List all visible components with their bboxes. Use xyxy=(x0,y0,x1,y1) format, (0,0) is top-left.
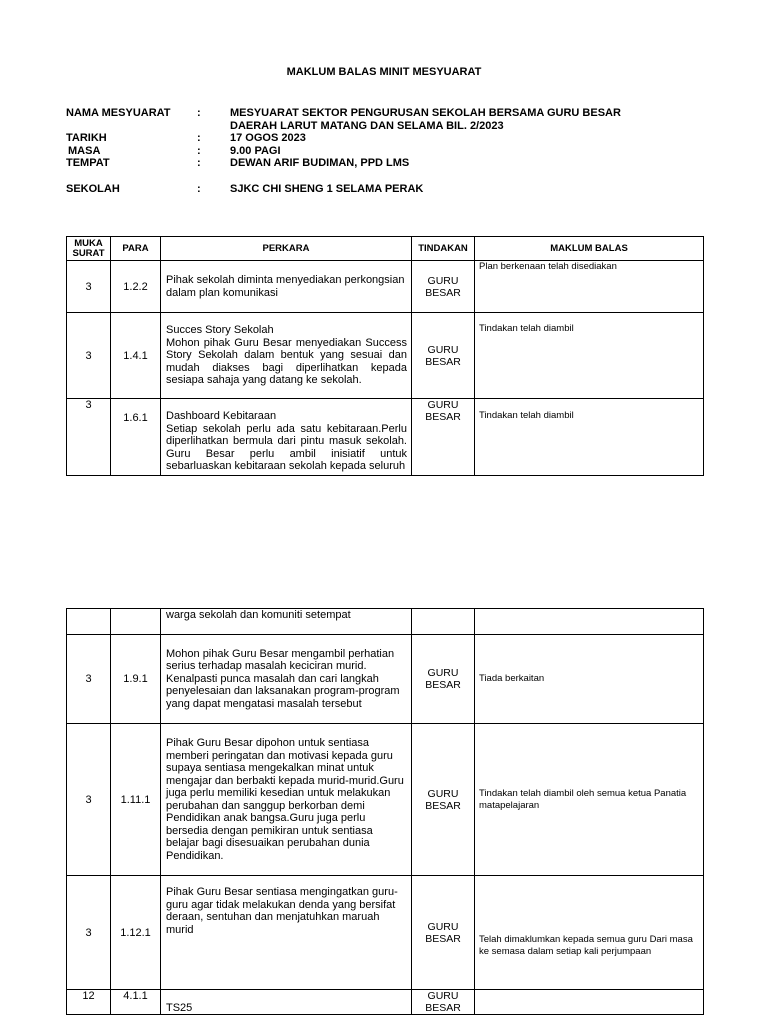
muka-surat-cell: 3 xyxy=(67,399,111,476)
tindakan-besar: BESAR xyxy=(425,355,461,368)
tindakan-besar: BESAR xyxy=(425,799,461,812)
table-row xyxy=(67,399,704,476)
para-cell: 1.12.1 xyxy=(111,876,161,990)
table-row xyxy=(67,635,704,724)
tindakan-guru: GURU xyxy=(427,399,459,411)
muka-surat-cell: 3 xyxy=(67,261,111,313)
perkara-title: Succes Story Sekolah xyxy=(166,324,274,337)
tindakan-besar: BESAR xyxy=(425,1002,461,1014)
para-cell: 4.1.1 xyxy=(111,990,161,1015)
tindakan-besar: BESAR xyxy=(425,932,461,945)
maklum-balas-cell xyxy=(475,990,704,1015)
muka-surat-cell: 3 xyxy=(67,876,111,990)
perkara-cell xyxy=(161,876,412,990)
tindakan-guru: GURU xyxy=(427,667,459,679)
maklum-balas-cell: Tindakan telah diambil xyxy=(475,399,704,476)
colon: : xyxy=(197,132,201,144)
perkara-cell xyxy=(161,313,412,399)
sekolah-value: SJKC CHI SHENG 1 SELAMA PERAK xyxy=(230,183,424,195)
tindakan-cell xyxy=(412,724,475,876)
header-perkara: PERKARA xyxy=(161,237,412,261)
tindakan-cell xyxy=(412,876,475,990)
tindakan-cell xyxy=(412,313,475,399)
table-row xyxy=(67,990,704,1015)
tindakan-besar: BESAR xyxy=(425,679,461,691)
tindakan-cell xyxy=(412,609,475,635)
table-row xyxy=(67,876,704,990)
para-cell: 1.4.1 xyxy=(111,313,161,399)
nama-mesyuarat-value-line2: DAERAH LARUT MATANG DAN SELAMA BIL. 2/2023 xyxy=(230,119,504,132)
nama-mesyuarat-label: NAMA MESYUARAT xyxy=(66,107,171,119)
para-cell: 1.9.1 xyxy=(111,635,161,724)
masa-value: 9.00 PAGI xyxy=(230,144,281,157)
tindakan-guru: GURU xyxy=(427,787,459,800)
tindakan-besar: BESAR xyxy=(425,286,461,299)
perkara-cell xyxy=(161,261,412,313)
tindakan-cell xyxy=(412,990,475,1015)
table-row xyxy=(67,724,704,876)
tindakan-besar: BESAR xyxy=(425,411,461,423)
para-cell: 1.6.1 xyxy=(111,399,161,476)
tindakan-cell xyxy=(412,635,475,724)
table-row xyxy=(67,313,704,399)
tindakan-guru: GURU xyxy=(427,343,459,356)
perkara-text: Pihak sekolah diminta menyediakan perkongsian dalam plan komunikasi xyxy=(166,274,405,299)
perkara-text: Mohon pihak Guru Besar mengambil perhatian serius terhadap masalah keciciran murid. Kenalpasti punca masalah dan cari langkah penyelesaian dan laksanakan program-program yang dapat mengatasi masalah tersebut xyxy=(166,647,400,710)
header-surat: SURAT xyxy=(72,247,105,259)
masa-label: MASA xyxy=(68,144,101,157)
header-maklum-balas: MAKLUM BALAS xyxy=(475,237,704,261)
tempat-value: DEWAN ARIF BUDIMAN, PPD LMS xyxy=(230,157,410,169)
minutes-table-page1 xyxy=(66,236,704,476)
maklum-balas-cell: Tiada berkaitan xyxy=(475,635,704,724)
tindakan-cell xyxy=(412,399,475,476)
sekolah-label: SEKOLAH xyxy=(66,183,120,195)
para-cell: 1.2.2 xyxy=(111,261,161,313)
perkara-title: Dashboard Kebitaraan xyxy=(166,410,277,422)
colon: : xyxy=(197,144,201,157)
perkara-cell xyxy=(161,990,412,1015)
perkara-cell xyxy=(161,635,412,724)
muka-surat-cell: 3 xyxy=(67,635,111,724)
muka-surat-cell: 3 xyxy=(67,724,111,876)
colon: : xyxy=(197,107,201,119)
tarikh-value: 17 OGOS 2023 xyxy=(230,132,306,144)
document-title: MAKLUM BALAS MINIT MESYUARAT xyxy=(286,66,482,78)
tindakan-guru: GURU xyxy=(427,990,459,1002)
perkara-cell xyxy=(161,724,412,876)
perkara-cell xyxy=(161,399,412,476)
maklum-balas-cell xyxy=(475,609,704,635)
muka-surat-cell xyxy=(67,609,111,635)
maklum-balas-cell: Telah dimaklumkan kepada semua guru Dari masa ke semasa dalam setiap kali perjumpaan xyxy=(475,876,704,990)
maklum-balas-cell: Tindakan telah diambil xyxy=(475,313,704,399)
para-cell: 1.11.1 xyxy=(111,724,161,876)
maklum-balas-cell: Tindakan telah diambil oleh semua ketua Panatia matapelajaran xyxy=(475,724,704,876)
tempat-label: TEMPAT xyxy=(66,157,110,169)
tarikh-label: TARIKH xyxy=(66,132,107,144)
colon: : xyxy=(197,183,201,195)
perkara-text: Mohon pihak Guru Besar menyediakan Success Story Sekolah dalam bentuk yang sesuai dan mudah diakses bagi diperlihatkan kepada sesiapa sahaja yang datang ke sekolah. xyxy=(166,336,407,387)
table-row xyxy=(67,261,704,313)
tindakan-guru: GURU xyxy=(427,920,459,933)
perkara-text: Pihak Guru Besar dipohon untuk sentiasa memberi peringatan dan motivasi kepada guru supaya sentiasa mengekalkan minat untuk mengajar dan berbakti kepada murid-murid.Guru juga perlu memiliki kesedian untuk melakukan perubahan dan sanggup berkorban demi Pendidikan anak bangsa.Guru juga perlu bersedia dengan pemikiran untuk sentiasa belajar bagi disesuaikan perubahan dunia Pendidikan. xyxy=(166,737,404,862)
perkara-text: warga sekolah dan komuniti setempat xyxy=(166,609,351,621)
perkara-cell xyxy=(161,609,412,635)
tindakan-cell xyxy=(412,261,475,313)
maklum-balas-cell: Plan berkenaan telah disediakan xyxy=(475,261,704,313)
muka-surat-cell: 3 xyxy=(67,313,111,399)
perkara-text: Pihak Guru Besar sentiasa mengingatkan guru-guru agar tidak melakukan denda yang bersifat deraan, sentuhan dan menjatuhkan maruah murid xyxy=(166,886,398,936)
perkara-text: TS25 xyxy=(166,1001,193,1014)
header-muka: MUKA xyxy=(74,237,103,249)
meeting-info xyxy=(66,107,686,202)
colon: : xyxy=(197,157,201,169)
muka-surat-cell: 12 xyxy=(67,990,111,1015)
para-cell xyxy=(111,609,161,635)
nama-mesyuarat-value-line1: MESYUARAT SEKTOR PENGURUSAN SEKOLAH BERSAMA GURU BESAR xyxy=(230,107,621,119)
table-row xyxy=(67,609,704,635)
header-tindakan: TINDAKAN xyxy=(412,237,475,261)
table-header-row xyxy=(67,237,704,261)
perkara-text: Setiap sekolah perlu ada satu kebitaraan.Perlu diperlihatkan bermula dari pintu masuk sekolah. Guru Besar perlu ambil inisiatif untuk sebarluaskan kebitaraan sekolah kepada seluruh xyxy=(166,422,407,472)
header-muka-surat xyxy=(67,237,111,261)
minutes-table-page2 xyxy=(66,608,704,1015)
header-para: PARA xyxy=(111,237,161,261)
tindakan-guru: GURU xyxy=(427,274,459,287)
